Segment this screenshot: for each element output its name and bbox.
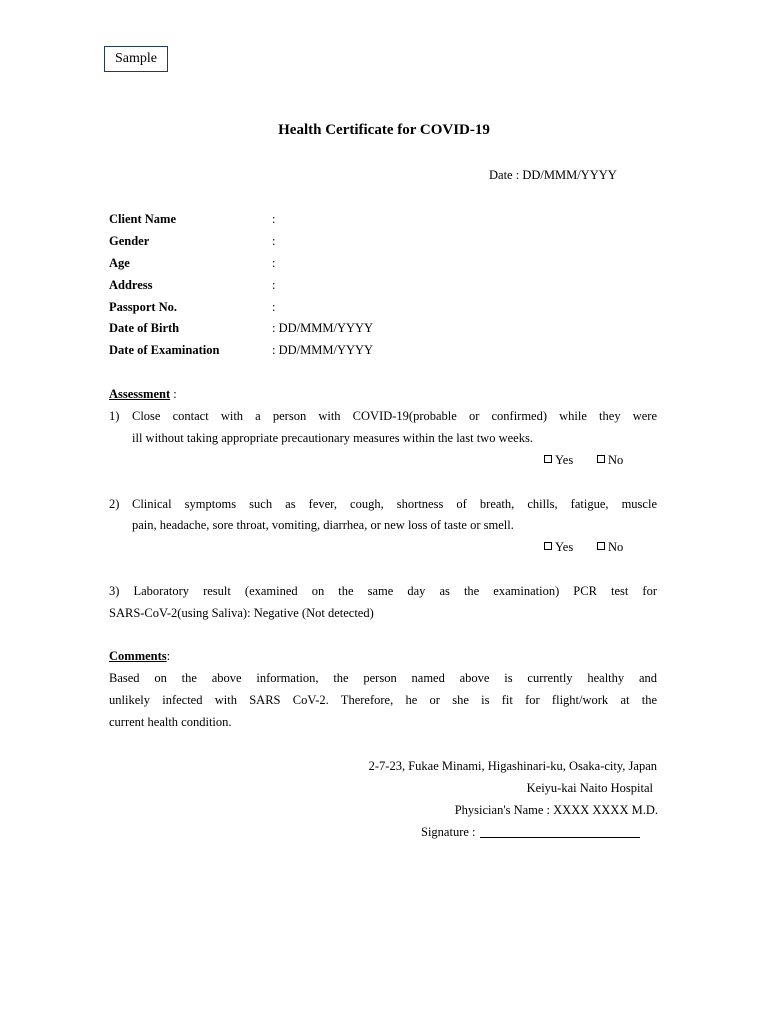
comments-heading-text: Comments <box>109 649 167 663</box>
document-title: Health Certificate for COVID-19 <box>278 122 490 138</box>
field-value-gender: : <box>272 234 276 248</box>
item2-number: 2) <box>109 497 120 511</box>
item1-line2: ill without taking appropriate precautionary measures within the last two weeks. <box>132 431 533 445</box>
field-label-exam-date: Date of Examination <box>109 343 220 357</box>
hospital-address: 2-7-23, Fukae Minami, Higashinari-ku, Osaka-city, Japan <box>368 759 657 773</box>
sample-label: Sample <box>104 46 168 72</box>
field-value-dob: : DD/MMM/YYYY <box>272 321 374 335</box>
signature-line[interactable] <box>480 825 640 838</box>
item2-line1: Clinical symptoms such as fever, cough, shortness of breath, chills, fatigue, muscle <box>132 497 657 511</box>
checkbox-icon[interactable] <box>597 542 605 550</box>
checkbox-icon[interactable] <box>544 542 552 550</box>
item2-yes-option[interactable] <box>544 540 573 555</box>
item2-no-option[interactable] <box>597 540 623 555</box>
signature-label: Signature : <box>421 825 476 839</box>
checkbox-icon[interactable] <box>597 455 605 463</box>
assessment-colon: : <box>170 387 177 401</box>
yes-label: Yes <box>555 540 574 554</box>
field-value-passport: : <box>272 300 276 314</box>
comments-line2: unlikely infected with SARS CoV-2. Therefore, he or she is fit for flight/work at the <box>109 693 657 707</box>
item1-no-option[interactable] <box>597 453 623 468</box>
field-label-dob: Date of Birth <box>109 321 180 335</box>
item1-line1: Close contact with a person with COVID-19(probable or confirmed) while they were <box>132 409 657 423</box>
item2-line2: pain, headache, sore throat, vomiting, diarrhea, or new loss of taste or smell. <box>132 518 514 532</box>
field-label-age: Age <box>109 256 130 270</box>
date-line: Date : DD/MMM/YYYY <box>489 168 617 182</box>
field-label-passport: Passport No. <box>109 300 178 314</box>
field-value-age: : <box>272 256 276 270</box>
field-value-client-name: : <box>272 212 276 226</box>
no-label: No <box>608 540 624 554</box>
item1-yes-option[interactable] <box>544 453 573 468</box>
no-label: No <box>608 453 624 467</box>
physician-name: Physician's Name : XXXX XXXX M.D. <box>454 803 658 817</box>
field-label-client-name: Client Name <box>109 212 176 226</box>
assessment-heading-text: Assessment <box>109 387 171 401</box>
field-label-address: Address <box>109 278 153 292</box>
field-value-address: : <box>272 278 276 292</box>
signature-row <box>421 825 640 840</box>
hospital-name: Keiyu-kai Naito Hospital <box>526 781 653 795</box>
item3-line2: SARS-CoV-2(using Saliva): Negative (Not detected) <box>109 606 374 620</box>
item3-line1: 3) Laboratory result (examined on the same day as the examination) PCR test for <box>109 584 657 598</box>
assessment-heading <box>109 387 177 402</box>
yes-label: Yes <box>555 453 574 467</box>
field-value-exam-date: : DD/MMM/YYYY <box>272 343 374 357</box>
item1-number: 1) <box>109 409 120 423</box>
field-label-gender: Gender <box>109 234 150 248</box>
checkbox-icon[interactable] <box>544 455 552 463</box>
comments-heading <box>109 649 170 664</box>
comments-line3: current health condition. <box>109 715 232 729</box>
comments-colon: : <box>166 649 171 663</box>
comments-line1: Based on the above information, the person named above is currently healthy and <box>109 671 657 685</box>
